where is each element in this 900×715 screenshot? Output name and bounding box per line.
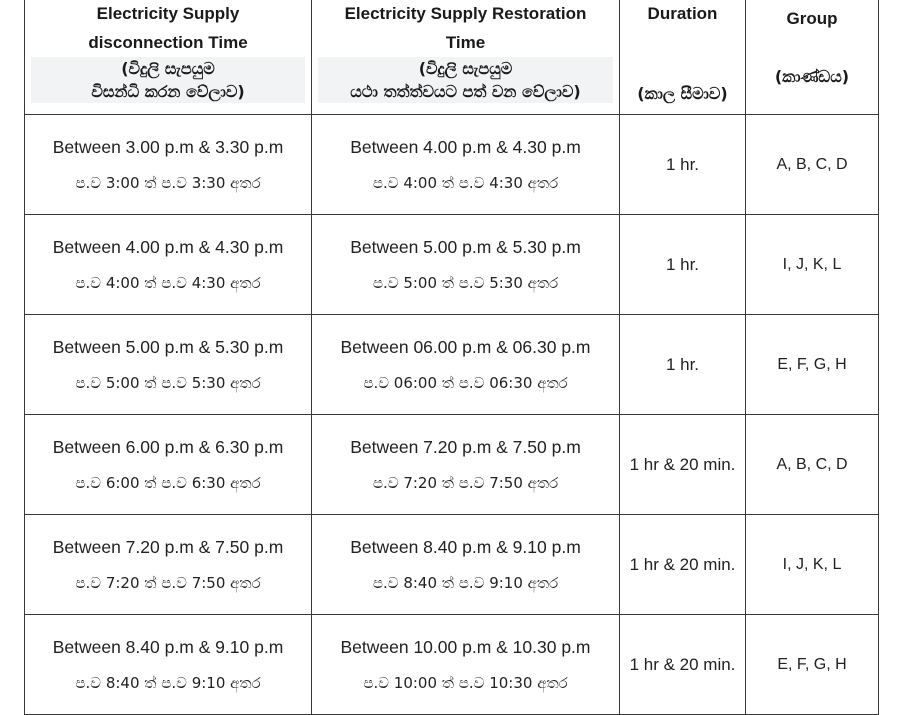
restoration-time-en: Between 06.00 p.m & 06.30 p.m [340, 337, 591, 357]
header-group-sinhala: (කාණ්ඩය) [774, 67, 850, 86]
disconnection-time-en: Between 3.00 p.m & 3.30 p.m [52, 137, 284, 157]
restoration-time-si: ප.ව 7:20 ත් ප.ව 7:50 අතර [372, 474, 559, 492]
restoration-time-en: Between 8.40 p.m & 9.10 p.m [350, 537, 581, 557]
disconnection-time-en: Between 6.00 p.m & 6.30 p.m [52, 437, 284, 457]
duration-cell: 1 hr & 20 min. [620, 415, 746, 515]
disconnection-time-si: ප.ව 8:40 ත් ප.ව 9:10 අතර [75, 674, 261, 692]
header-restoration-title-line2: Time [445, 33, 486, 52]
restoration-time-en: Between 7.20 p.m & 7.50 p.m [350, 437, 581, 457]
header-restoration-si-line2: යථා තත්ත්වයට පත් වන වේලාව) [350, 82, 581, 101]
restoration-time-cell [312, 315, 620, 415]
restoration-time-cell [312, 515, 620, 615]
restoration-time-si: ප.ව 5:00 ත් ප.ව 5:30 අතර [372, 274, 559, 292]
disconnection-time-cell [25, 115, 312, 215]
disconnection-time-en: Between 4.00 p.m & 4.30 p.m [52, 237, 284, 257]
disconnection-time-en: Between 5.00 p.m & 5.30 p.m [52, 337, 284, 357]
group-cell: E, F, G, H [746, 615, 879, 715]
disconnection-time-en: Between 8.40 p.m & 9.10 p.m [52, 637, 284, 657]
duration-cell: 1 hr & 20 min. [620, 515, 746, 615]
disconnection-time-si: ප.ව 6:00 ත් ප.ව 6:30 අතර [75, 474, 261, 492]
header-duration-sinhala: (කාල සීමාව) [637, 84, 728, 103]
header-restoration-time [312, 0, 620, 115]
duration-cell: 1 hr & 20 min. [620, 615, 746, 715]
disconnection-time-cell [25, 315, 312, 415]
group-cell: A, B, C, D [746, 415, 879, 515]
disconnection-time-si: ප.ව 7:20 ත් ප.ව 7:50 අතර [75, 574, 261, 592]
duration-cell: 1 hr. [620, 315, 746, 415]
restoration-time-en: Between 10.00 p.m & 10.30 p.m [340, 637, 591, 657]
restoration-time-cell [312, 215, 620, 315]
header-disconnection-si-line2: විසන්ධි කරන වේලාව) [91, 82, 245, 101]
disconnection-time-si: ප.ව 5:00 ත් ප.ව 5:30 අතර [75, 374, 261, 392]
disconnection-time-si: ප.ව 4:00 ත් ප.ව 4:30 අතර [75, 274, 261, 292]
table-row [25, 115, 879, 215]
disconnection-time-cell [25, 215, 312, 315]
header-restoration-title-line1: Electricity Supply Restoration [344, 4, 587, 23]
restoration-time-si: ප.ව 8:40 ත් ප.ව 9:10 අතර [372, 574, 559, 592]
restoration-time-cell [312, 115, 620, 215]
header-disconnection-title-line1: Electricity Supply [96, 4, 240, 23]
restoration-time-en: Between 5.00 p.m & 5.30 p.m [350, 237, 581, 257]
restoration-time-si: ප.ව 10:00 ත් ප.ව 10:30 අතර [363, 674, 568, 692]
disconnection-time-si: ප.ව 3:00 ත් ප.ව 3:30 අතර [75, 174, 261, 192]
restoration-time-cell [312, 415, 620, 515]
group-cell: E, F, G, H [746, 315, 879, 415]
disconnection-time-cell [25, 415, 312, 515]
disconnection-time-cell [25, 515, 312, 615]
power-cut-schedule-table [24, 0, 879, 715]
group-cell: A, B, C, D [746, 115, 879, 215]
header-disconnection-si-line1: (විදුලි සැපයුම [121, 59, 215, 78]
table-row [25, 215, 879, 315]
header-row [25, 0, 879, 115]
group-cell: I, J, K, L [746, 515, 879, 615]
header-disconnection-time [25, 0, 312, 115]
disconnection-time-en: Between 7.20 p.m & 7.50 p.m [52, 537, 284, 557]
header-duration [620, 0, 746, 115]
header-restoration-sinhala [318, 57, 613, 103]
table-row [25, 515, 879, 615]
duration-cell: 1 hr. [620, 115, 746, 215]
header-restoration-si-line1: (විදුලි සැපයුම [418, 59, 513, 78]
group-cell: I, J, K, L [746, 215, 879, 315]
header-disconnection-title-line2: disconnection Time [88, 33, 248, 52]
table-row [25, 315, 879, 415]
duration-cell: 1 hr. [620, 215, 746, 315]
restoration-time-si: ප.ව 4:00 ත් ප.ව 4:30 අතර [372, 174, 559, 192]
restoration-time-en: Between 4.00 p.m & 4.30 p.m [350, 137, 581, 157]
header-disconnection-sinhala [31, 57, 305, 103]
header-group [746, 0, 879, 115]
table-row [25, 415, 879, 515]
header-group-title: Group [786, 9, 838, 28]
restoration-time-si: ප.ව 06:00 ත් ප.ව 06:30 අතර [363, 374, 568, 392]
header-duration-title: Duration [647, 4, 718, 23]
